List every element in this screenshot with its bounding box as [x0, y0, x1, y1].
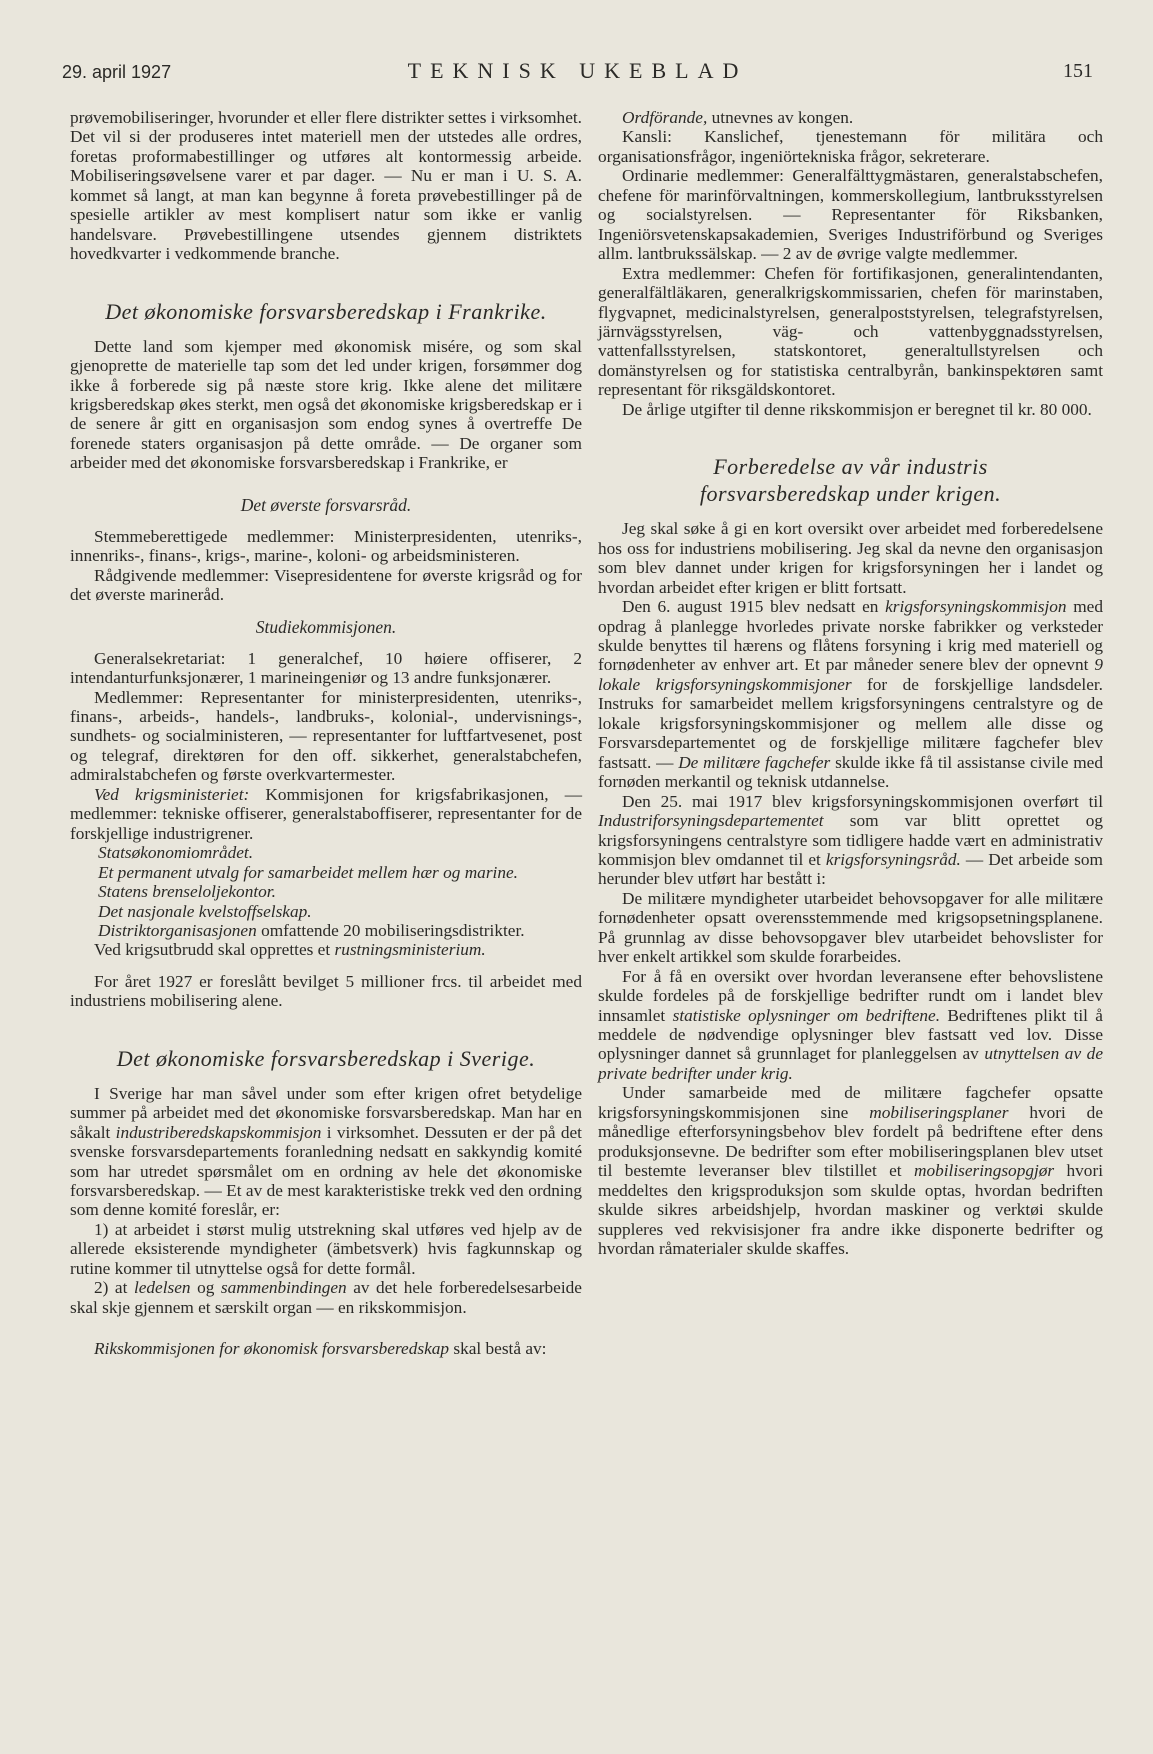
coop-mobilization-plans: mobiliseringsplaner [869, 1102, 1009, 1122]
prep2-text-c: for de forskjellige landsdeler. Instruks for samarbeidet mellem krigsforsyningens centralstyre og de lokale krigsforsyningskommisjoner og mellem alle disse og Forsvarsdepartementet og de forskjellige militære fagchefer blev fastsatt. — [598, 674, 1103, 772]
journal-title: TEKNISK UKEBLAD [407, 58, 748, 83]
heading-study-commission: Studiekommisjonen. [255, 616, 397, 637]
item-2-paragraph [70, 1278, 582, 1317]
item-2-leadership: ledelsen [133, 1278, 191, 1298]
page-header [62, 54, 1093, 94]
p1917-department: Industriforsyningsdepartementet [598, 811, 824, 831]
heading-preparation: Forberedelse av vår industris forsvarsberedskap under krigen. [699, 454, 1002, 507]
coop-text-a: Under samarbeide med de militære fagchefer opsatte krigsforsyningskommisjonen sine [598, 1083, 1103, 1122]
chair-paragraph [598, 108, 1103, 127]
item-2-text-a: 2) at [94, 1278, 128, 1298]
overview-statistics: statistiske oplysninger om bedriftene. [672, 1005, 941, 1025]
rikskommisjon-paragraph [70, 1339, 582, 1358]
voting-members-label: Stemmeberettigede medlemmer: [94, 526, 335, 546]
war-ministry-paragraph [70, 785, 582, 843]
district-text: omfattende 20 mobiliseringsdistrikter. [261, 920, 525, 940]
overview-text-b: Bedriftenes plikt til å meddele de nødvendige oplysninger blev fastsatt ved lov. Disse oplysninger dannet så grunnlaget for planleggelsen av [598, 1005, 1103, 1064]
war-ministry-label: Ved krigsministeriet: [94, 784, 250, 804]
outbreak-paragraph [70, 940, 582, 959]
overview-utilization: utnyttelsen av de private bedrifter under krig. [598, 1044, 1103, 1083]
voting-members-text: Ministerpresidenten, utenriks-, innenriks-, finans-, krigs-, marine-, koloni- og arbeidsministeren. [70, 526, 582, 566]
item-2-text-c: av det hele forberedelsesarbeide skal skje gjennem et særskilt organ — en rikskommisjon. [70, 1278, 582, 1317]
chair-label: Ordförande, [622, 108, 708, 127]
prep2-text-b: med opdrag å planlegge hvorledes private norske fabrikker og verksteder skulde benyttes til hærens og flåtens forsyning i krig med materiell og fornødenheter av enhver art. Et par måneder senere blev der opnevnt [598, 597, 1103, 675]
advisory-members-text: Visepresidentene for øverste krigsråd og for det øverste marineråd. [70, 565, 583, 605]
sweden-commission: industriberedskapskommisjon [115, 1122, 322, 1142]
sweden-text-a: I Sverige har man såvel under som efter krigen ofret betydelige summer på arbeidet med det økonomiske forsvarsberedskap. Man har en såkalt [70, 1083, 582, 1142]
advisory-members-label: Rådgivende medlemmer: [94, 565, 270, 585]
p1917-text-c: — Det arbeide som herunder blev utført har bestått i: [598, 849, 1103, 889]
preparation-paragraph-1: Jeg skal søke å gi en kort oversikt over arbeidet med forberedelsene hos oss for industriens mobilisering. Jeg skal da nevne den organisasjon som blev dannet under krigen for krigsforsyningen her i landet og hvordan arbeidet efter krigen er blitt fortsatt. [598, 519, 1103, 597]
item-2-text-b: og [197, 1278, 215, 1298]
budget-paragraph: For året 1927 er foreslått bevilget 5 millioner frcs. til arbeidet med industriens mobilisering alene. [70, 971, 582, 1011]
coop-mobilization-settlement: mobiliseringsopgjør [913, 1161, 1055, 1181]
right-column [598, 108, 1103, 1258]
p1917-text-a: Den 25. mai 1917 blev krigsforsyningskommisjonen overført til [622, 791, 1103, 811]
outbreak-ministry: rustningsministerium. [334, 940, 486, 960]
chair-text: utnevnes av kongen. [711, 108, 854, 127]
heading-supreme-council: Det øverste forsvarsråd. [240, 494, 412, 515]
coop-text-c: hvori meddeltes den krigsproduksjon som skulde optas, hvordan bedriften skulde sikres arbeidshjelp, hvordan maskiner og verktøi skulde suppleres ved rekvisisjoner fra andre ikke disponerte bedrifter og hvordan råmaterialer skulde skaffes. [598, 1161, 1103, 1259]
advisory-members-paragraph [70, 566, 582, 605]
p1917-text-b: som var blitt oprettet og krigsforsyningens centralstyre som tidligere hadde vært en administrativ kommisjon blev omdannet til et [598, 811, 1103, 869]
outbreak-text: Ved krigsutbrudd skal opprettes et [94, 940, 331, 960]
secretariat-paragraph: Generalsekretariat: 1 generalchef, 10 høiere offiserer, 2 intendanturfunksjonærer, 1 marineingeniør og 13 andre funksjonærer. [70, 648, 582, 688]
intro-paragraph: prøvemobiliseringer, hvorunder et eller flere distrikter settes i virksomhet. Det vil si der produseres intet materiell men der utstedes alle ordres, foretas proformabestillinger og utføres alt kontormessig arbeide. Mobiliseringsøvelsene varer et par dager. — Nu er man i U. S. A. kommet så langt, at man kan begynne å foreta prøvebestillinger på de spesielle artikler av mest komplisert natur som ikke er vanlig handelsvare. Prøvebestillingene utsendes gjennem distriktets hovedkvarter i vedkommende branche. [70, 108, 582, 264]
state-list-item: Statsøkonomiområdet. [98, 843, 254, 863]
item-2-binding: sammenbindingen [220, 1278, 347, 1298]
prep2-local-commissions: 9 lokale krigsforsyningskommisjoner [598, 655, 1103, 694]
heading-sweden: Det økonomiske forsvarsberedskap i Sverige. [116, 1045, 536, 1071]
item-1-paragraph: 1) at arbeidet i størst mulig utstrekning skal utføres ved hjelp av de allerede eksisterende myndigheter (ämbetsverk) hvis fagkunnskap og rutine kommer til utnyttelse også for dette formål. [70, 1219, 582, 1278]
ordinary-members-paragraph: Ordinarie medlemmer: Generalfälttygmästaren, generalstabschefen, chefene för marinförvaltningen, kommerskollegium, lantbruksstyrelsen og socialstyrelsen. — Representanter för Riksbanken, Ingeniörsvetenskapsakademien, Sveriges Industriförbund og Sveriges allm. lantbrukssälskap. — 2 av de øvrige valgte medlemmer. [598, 166, 1103, 264]
members-paragraph: Medlemmer: Representanter for ministerpresidenten, utenriks-, finans-, arbeids-, handels-, landbruks-, kolonial-, undervisnings-, sundhets- og socialministeren, — representanter for luftfartvesenet, post og telegraf, direktøren for den off. sikkerhet, generalstabchefen, admiralstabchefen og første overkvartermester. [70, 687, 582, 785]
coop-text-b: hvori de månedlige efterforsyningsbehov blev fordelt på bedriftene efter dens produksjonsevne. De bedrifter som efter mobiliseringsplanen blev utset til bestemte leveranser blev tilstillet et [598, 1102, 1103, 1181]
sweden-text-b: i virksomhet. Dessuten er der på det svenske forsvarsdepartements foranledning nedsatt en sakkyndig komité som har utredet spørsmålet om en ordning av hele det økonomiske forsvarsberedskap. — Et av de mest karakteristiske trekk ved den ordning som denne komité foreslår, er: [70, 1122, 582, 1220]
cooperation-paragraph [598, 1083, 1103, 1258]
state-list-item: Det nasjonale kvelstoffselskap. [98, 901, 312, 921]
military-needs-paragraph: De militære myndigheter utarbeidet behovsopgaver for alle militære fornødenheter opsatt overensstemmende med krigsopsetningsplanene. På grunnlag av disse behovsopgaver blev utarbeidet behovslister for hver enkelt artikkel som skulde forarbeides. [598, 888, 1103, 967]
paragraph-1917 [598, 792, 1103, 889]
state-list-item: Statens brenseloljekontor. [98, 882, 276, 902]
prep2-text-d: skulde ikke få til assistanse civile med fornøden merkantil og teknisk utdannelse. [598, 752, 1103, 792]
page-number: 151 [1063, 60, 1093, 82]
p1917-council: krigsforsyningsråd. [825, 849, 961, 869]
overview-text-a: For å få en oversikt over hvordan leveransene efter behovslistene skulde fordeles på de forskjellige bedrifter rundt om i landet blev innsamlet [598, 966, 1103, 1025]
prep2-commission: krigsforsyningskommisjon [885, 597, 1067, 617]
heading-france: Det økonomiske forsvarsberedskap i Frankrike. [105, 298, 547, 324]
left-column [70, 108, 582, 1359]
district-paragraph [70, 921, 582, 940]
rikskommisjon-text: skal bestå av: [453, 1339, 547, 1359]
preparation-paragraph-2 [598, 597, 1103, 792]
france-paragraph: Dette land som kjemper med økonomisk misére, og som skal gjenoprette de materielle tap som det led under krigen, forsømmer dog ikke å forberede sig på næste store krig. Ikke alene det militære krigsberedskap økes sterkt, men også det økonomiske krigsberedskap er i de senere år gitt en organisasjon som endog synes å overtreffe De forenede staters organisasjon på dette område. — De organer som arbeider med det økonomiske forsvarsberedskap i Frankrike, er [70, 336, 582, 473]
rikskommisjon-title: Rikskommisjonen for økonomisk forsvarsberedskap [94, 1339, 450, 1359]
war-ministry-text: Kommisjonen for krigsfabrikasjonen, — medlemmer: tekniske offiserer, generalstaboffiserer, representanter for de forskjellige industrigrener. [70, 784, 582, 843]
district-label: Distriktorganisasjonen [98, 920, 257, 940]
sweden-paragraph [70, 1084, 582, 1220]
extra-members-paragraph: Extra medlemmer: Chefen för fortifikasjonen, generalintendanten, generalfältläkaren, generalkrigskommissarien, chefen för marinstaben, flygvapnet, medicinalstyrelsen, generalpoststyrelsen, telegrafstyrelsen, järnvägsstyrelsen, väg- och vattenbyggnadsstyrelsen, vattenfallsstyrelsen, statskontoret, generaltullstyrelsen och domänstyrelsen og for statistiska centralbyrån, bankinspektøren samt representant för riksgäldskontoret. [598, 263, 1103, 400]
office-paragraph: Kansli: Kanslichef, tjenestemann för militära och organisationsfrågor, ingeniörtekniska frågor, sekreterare. [598, 127, 1103, 166]
prep2-military-chiefs: De militære fagchefer [678, 752, 831, 772]
prep2-text-a: Den 6. august 1915 blev nedsatt en [622, 597, 879, 617]
overview-paragraph [598, 967, 1103, 1084]
issue-date: 29. april 1927 [62, 62, 172, 82]
costs-paragraph: De årlige utgifter til denne rikskommisjon er beregnet til kr. 80 000. [622, 399, 1092, 419]
state-list-item: Et permanent utvalg for samarbeidet mellem hær og marine. [98, 862, 518, 882]
voting-members-paragraph [70, 527, 582, 566]
